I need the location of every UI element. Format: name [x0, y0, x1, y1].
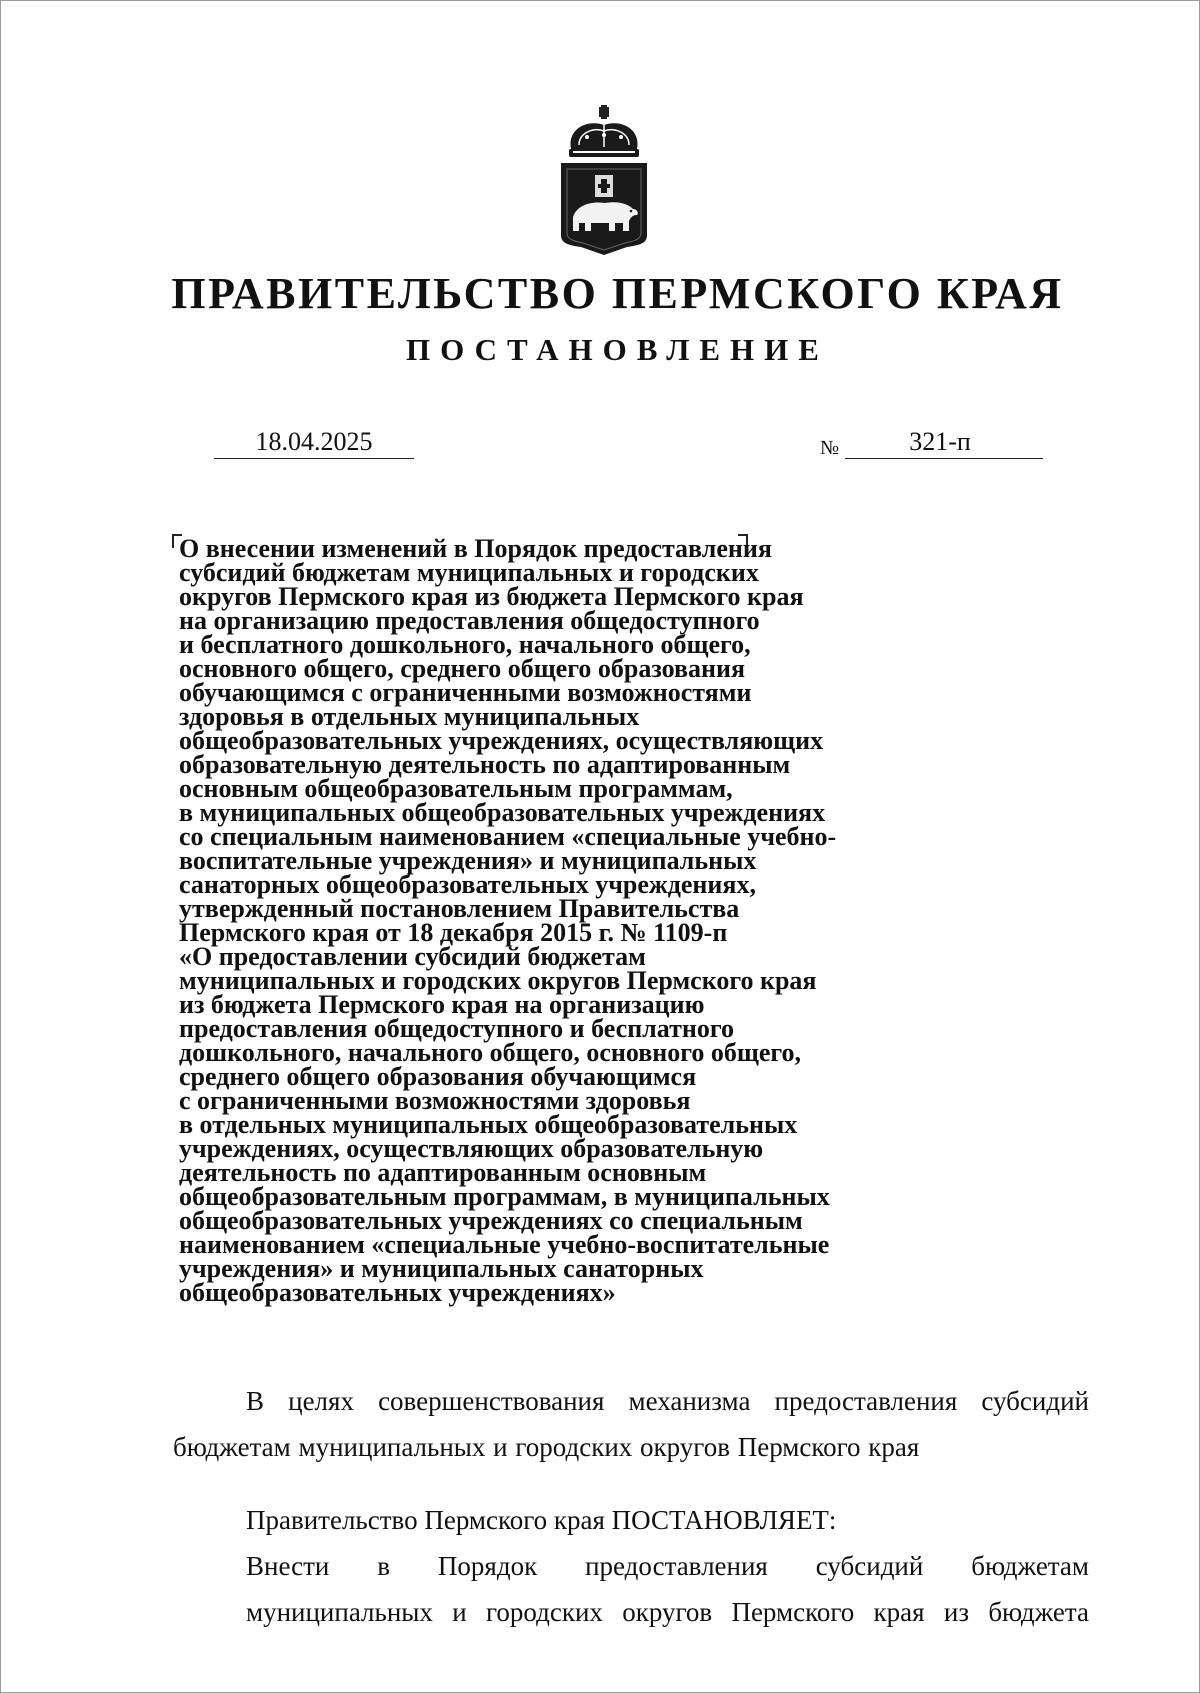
subject-line: воспитательные учреждения» и муниципальных [179, 846, 757, 875]
subject-line: из бюджета Пермского края на организацию [179, 990, 705, 1019]
subject-line: общеобразовательных учреждениях, осуществляющих [179, 726, 824, 755]
subject-line: среднего общего образования обучающимся [179, 1062, 697, 1091]
subject-line: учреждениях, осуществляющих образовательную [179, 1134, 764, 1163]
subject-line: муниципальных и городских округов Пермского края [179, 966, 817, 995]
preamble-paragraph: В целях совершенствования механизма предоставления субсидий бюджетам муниципальных и городских округов Пермского края [173, 1386, 1089, 1462]
subject-line: утвержденный постановлением Правительства [179, 894, 740, 923]
subject-line: в муниципальных общеобразовательных учреждениях [179, 798, 826, 827]
subject-line: дошкольного, начального общего, основного общего, [179, 1038, 802, 1067]
amendment-line: Внести в Порядок предоставления субсидий бюджетам [246, 1551, 1089, 1581]
subject-line: образовательную деятельность по адаптированным [179, 750, 791, 779]
subject-line: деятельность по адаптированным основным [179, 1158, 707, 1187]
subject-line: здоровья в отдельных муниципальных [179, 702, 640, 731]
document-type-heading: ПОСТАНОВЛЕНИЕ [406, 332, 829, 367]
subject-line: округов Пермского края из бюджета Пермского края [179, 582, 804, 611]
subject-line: в отдельных муниципальных общеобразовательных [179, 1110, 798, 1139]
decree-body [173, 1378, 1089, 1635]
subject-line: наименованием «специальные учебно-воспитательные [179, 1230, 830, 1259]
subject-line: основного общего, среднего общего образования [179, 654, 746, 683]
subject-line: Пермского края от 18 декабря 2015 г. № 1109-п [179, 918, 728, 947]
subject-line: с ограниченными возможностями здоровья [179, 1086, 691, 1115]
subject-line: санаторных общеобразовательных учреждениях, [179, 870, 756, 899]
number-sign: № [820, 437, 840, 459]
subject-line: общеобразовательных учреждениях» [179, 1278, 616, 1307]
document-number: 321-п [845, 426, 1043, 459]
subject-line: и бесплатного дошкольного, начального общего, [179, 630, 751, 659]
subject-line: субсидий бюджетам муниципальных и городских [179, 558, 759, 587]
subject-line: «О предоставлении субсидий бюджетам [179, 942, 646, 971]
amendment-paragraph [173, 1543, 1089, 1635]
perm-krai-coat-of-arms-icon [557, 105, 651, 257]
subject-line: учреждения» и муниципальных санаторных [179, 1254, 704, 1283]
decree-subject [179, 534, 939, 1307]
document-date: 18.04.2025 [214, 426, 414, 459]
subject-line: О внесении изменений в Порядок предоставления [179, 534, 772, 563]
subject-line: обучающимся с ограниченными возможностями [179, 678, 752, 707]
crown-icon [569, 105, 639, 157]
authority-heading: ПРАВИТЕЛЬСТВО ПЕРМСКОГО КРАЯ [171, 269, 1064, 318]
subject-line: основным общеобразовательным программам, [179, 774, 733, 803]
amendment-line: муниципальных и городских округов Пермского края из бюджета [246, 1597, 1089, 1627]
subject-line: общеобразовательным программам, в муниципальных [179, 1182, 830, 1211]
subject-line: общеобразовательных учреждениях со специальным [179, 1206, 803, 1235]
subject-line: со специальным наименованием «специальные учебно- [179, 822, 837, 851]
resolution-paragraph: Правительство Пермского края ПОСТАНОВЛЯЕТ: [246, 1505, 837, 1535]
gospel-book-icon [595, 175, 613, 197]
subject-line: на организацию предоставления общедоступного [179, 606, 760, 635]
subject-line: предоставления общедоступного и бесплатного [179, 1014, 735, 1043]
